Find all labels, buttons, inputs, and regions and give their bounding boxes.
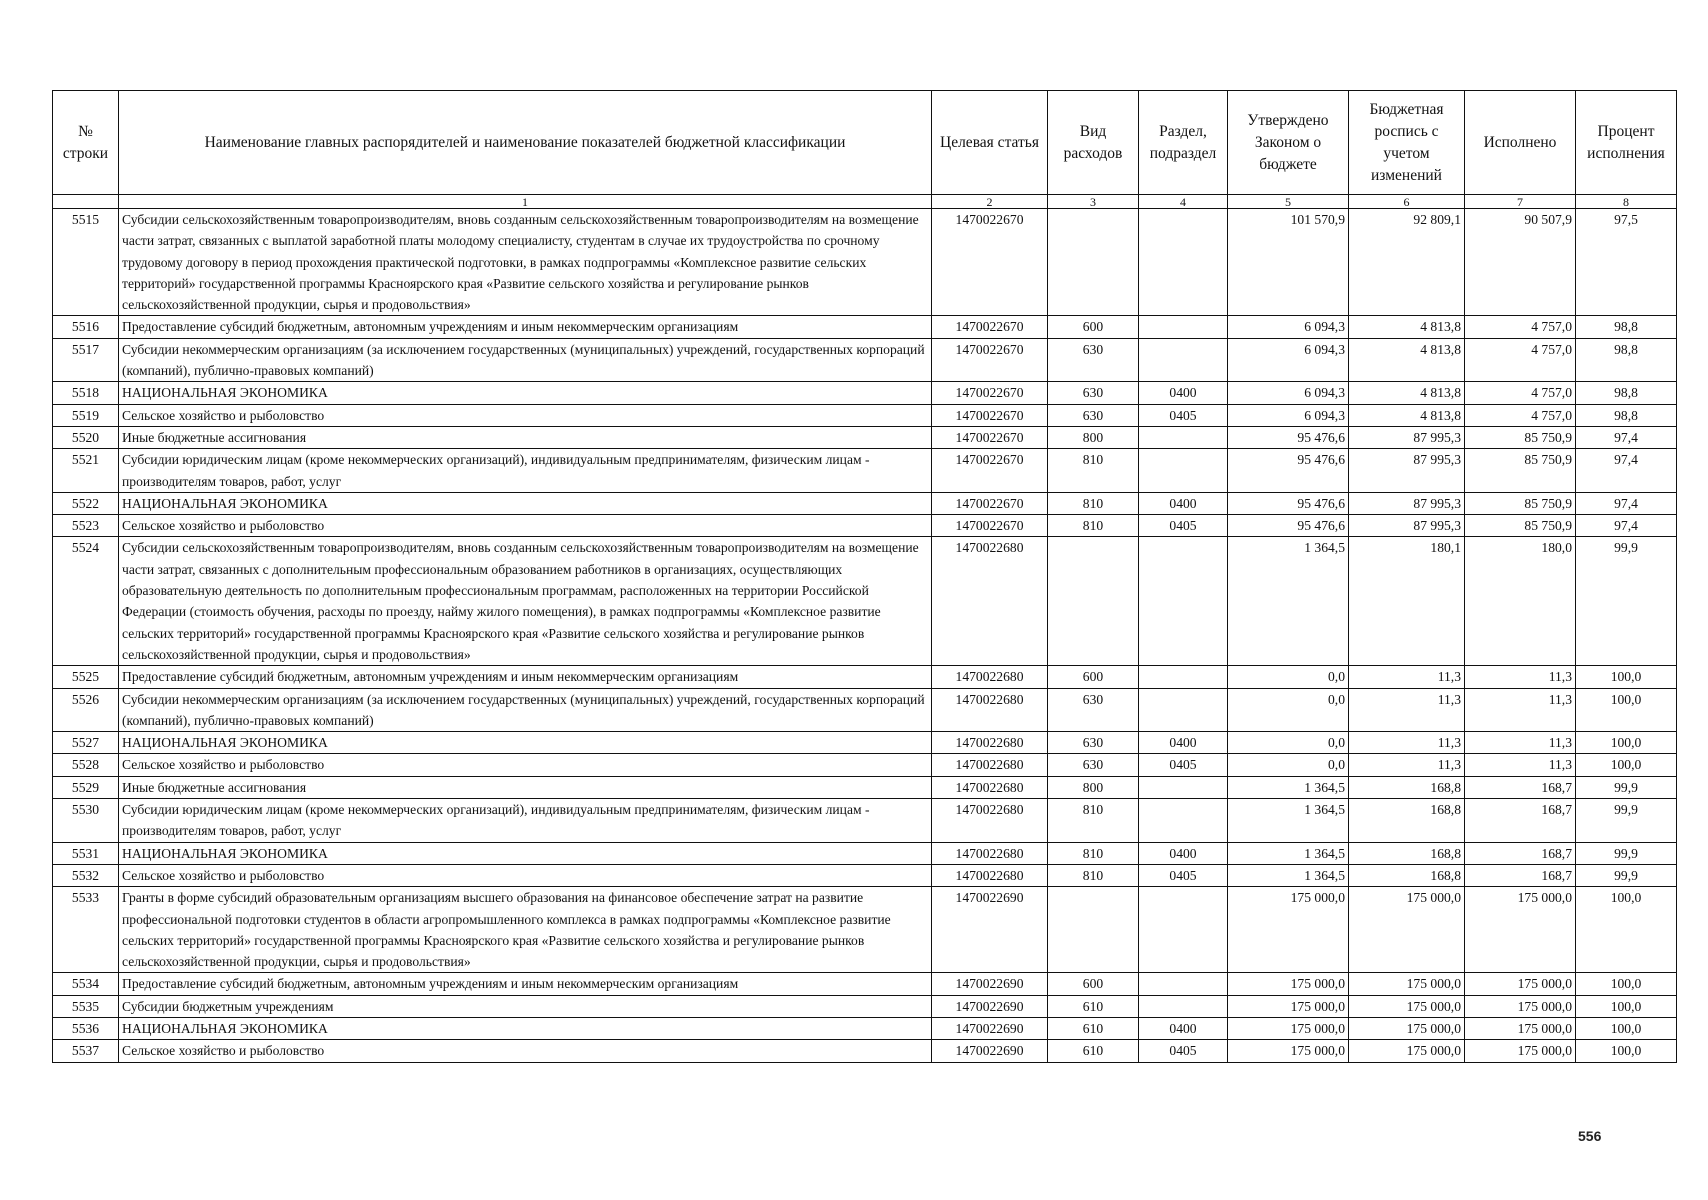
column-number: 8	[1576, 195, 1677, 209]
row-number-cell: 5522	[53, 492, 119, 514]
section-cell: 0400	[1139, 1017, 1228, 1039]
row-name-cell: НАЦИОНАЛЬНАЯ ЭКОНОМИКА	[119, 732, 932, 754]
section-cell	[1139, 688, 1228, 732]
schedule-amount-cell: 168,8	[1349, 842, 1465, 864]
row-number-cell: 5517	[53, 338, 119, 382]
table-row	[53, 1040, 1677, 1062]
row-number-cell: 5528	[53, 754, 119, 776]
executed-amount-cell: 4 757,0	[1465, 338, 1576, 382]
header-target: Целевая статья	[932, 91, 1048, 195]
execution-percent-cell: 97,4	[1576, 426, 1677, 448]
schedule-amount-cell: 180,1	[1349, 537, 1465, 666]
target-article-cell: 1470022690	[932, 1040, 1048, 1062]
table-row	[53, 887, 1677, 973]
execution-percent-cell: 100,0	[1576, 973, 1677, 995]
section-cell	[1139, 995, 1228, 1017]
row-name-cell: Субсидии юридическим лицам (кроме некоммерческих организаций), индивидуальным предпринимателям, физическим лицам - производителям товаров, работ, услуг	[119, 449, 932, 493]
expense-type-cell: 810	[1048, 864, 1139, 886]
table-row	[53, 382, 1677, 404]
schedule-amount-cell: 87 995,3	[1349, 515, 1465, 537]
approved-amount-cell: 1 364,5	[1228, 842, 1349, 864]
approved-amount-cell: 175 000,0	[1228, 1017, 1349, 1039]
row-number-cell: 5535	[53, 995, 119, 1017]
table-row	[53, 973, 1677, 995]
schedule-amount-cell: 175 000,0	[1349, 995, 1465, 1017]
target-article-cell: 1470022670	[932, 209, 1048, 316]
column-number: 6	[1349, 195, 1465, 209]
row-name-cell: Сельское хозяйство и рыболовство	[119, 1040, 932, 1062]
row-name-cell: Субсидии сельскохозяйственным товаропроизводителям, вновь созданным сельскохозяйственным товаропроизводителям на возмещение части затрат, связанных с выплатой заработной платы молодому специалисту, студентам в случае их трудоустройства по срочному трудовому договору в период прохождения практической подготовки, в рамках подпрограммы «Комплексное развитие сельских территорий» государственной программы Красноярского края «Развитие сельского хозяйства и регулирование рынков сельскохозяйственной продукции, сырья и продовольствия»	[119, 209, 932, 316]
schedule-amount-cell: 175 000,0	[1349, 1040, 1465, 1062]
execution-percent-cell: 99,9	[1576, 799, 1677, 843]
approved-amount-cell: 175 000,0	[1228, 973, 1349, 995]
column-number: 7	[1465, 195, 1576, 209]
target-article-cell: 1470022680	[932, 754, 1048, 776]
row-name-cell: НАЦИОНАЛЬНАЯ ЭКОНОМИКА	[119, 492, 932, 514]
expense-type-cell: 800	[1048, 776, 1139, 798]
row-number-cell: 5524	[53, 537, 119, 666]
section-cell	[1139, 338, 1228, 382]
budget-table	[52, 90, 1677, 1063]
table-row	[53, 776, 1677, 798]
executed-amount-cell: 85 750,9	[1465, 492, 1576, 514]
row-number-cell: 5532	[53, 864, 119, 886]
row-name-cell: Субсидии бюджетным учреждениям	[119, 995, 932, 1017]
executed-amount-cell: 11,3	[1465, 666, 1576, 688]
executed-amount-cell: 4 757,0	[1465, 316, 1576, 338]
schedule-amount-cell: 175 000,0	[1349, 887, 1465, 973]
approved-amount-cell: 1 364,5	[1228, 537, 1349, 666]
executed-amount-cell: 175 000,0	[1465, 887, 1576, 973]
section-cell	[1139, 887, 1228, 973]
schedule-amount-cell: 175 000,0	[1349, 973, 1465, 995]
executed-amount-cell: 85 750,9	[1465, 515, 1576, 537]
approved-amount-cell: 0,0	[1228, 688, 1349, 732]
execution-percent-cell: 99,9	[1576, 537, 1677, 666]
table-row	[53, 688, 1677, 732]
row-number-cell: 5537	[53, 1040, 119, 1062]
table-row	[53, 316, 1677, 338]
executed-amount-cell: 168,7	[1465, 799, 1576, 843]
approved-amount-cell: 95 476,6	[1228, 449, 1349, 493]
target-article-cell: 1470022670	[932, 338, 1048, 382]
row-name-cell: Субсидии юридическим лицам (кроме некоммерческих организаций), индивидуальным предпринимателям, физическим лицам - производителям товаров, работ, услуг	[119, 799, 932, 843]
section-cell: 0400	[1139, 492, 1228, 514]
schedule-amount-cell: 11,3	[1349, 666, 1465, 688]
schedule-amount-cell: 92 809,1	[1349, 209, 1465, 316]
schedule-amount-cell: 175 000,0	[1349, 1017, 1465, 1039]
approved-amount-cell: 175 000,0	[1228, 1040, 1349, 1062]
column-number: 5	[1228, 195, 1349, 209]
target-article-cell: 1470022680	[932, 842, 1048, 864]
executed-amount-cell: 168,7	[1465, 776, 1576, 798]
row-name-cell: НАЦИОНАЛЬНАЯ ЭКОНОМИКА	[119, 842, 932, 864]
schedule-amount-cell: 168,8	[1349, 799, 1465, 843]
expense-type-cell: 630	[1048, 754, 1139, 776]
section-cell	[1139, 426, 1228, 448]
row-number-cell: 5530	[53, 799, 119, 843]
schedule-amount-cell: 87 995,3	[1349, 449, 1465, 493]
approved-amount-cell: 1 364,5	[1228, 799, 1349, 843]
row-name-cell: Предоставление субсидий бюджетным, автономным учреждениям и иным некоммерческим организациям	[119, 666, 932, 688]
expense-type-cell: 630	[1048, 382, 1139, 404]
row-name-cell: НАЦИОНАЛЬНАЯ ЭКОНОМИКА	[119, 1017, 932, 1039]
executed-amount-cell: 4 757,0	[1465, 382, 1576, 404]
execution-percent-cell: 100,0	[1576, 995, 1677, 1017]
target-article-cell: 1470022670	[932, 316, 1048, 338]
expense-type-cell: 630	[1048, 688, 1139, 732]
executed-amount-cell: 90 507,9	[1465, 209, 1576, 316]
target-article-cell: 1470022690	[932, 973, 1048, 995]
row-name-cell: НАЦИОНАЛЬНАЯ ЭКОНОМИКА	[119, 382, 932, 404]
target-article-cell: 1470022670	[932, 426, 1048, 448]
approved-amount-cell: 101 570,9	[1228, 209, 1349, 316]
approved-amount-cell: 95 476,6	[1228, 426, 1349, 448]
execution-percent-cell: 100,0	[1576, 688, 1677, 732]
executed-amount-cell: 175 000,0	[1465, 1017, 1576, 1039]
schedule-amount-cell: 11,3	[1349, 732, 1465, 754]
schedule-amount-cell: 168,8	[1349, 776, 1465, 798]
expense-type-cell: 630	[1048, 404, 1139, 426]
section-cell: 0400	[1139, 732, 1228, 754]
table-row	[53, 864, 1677, 886]
row-name-cell: Сельское хозяйство и рыболовство	[119, 515, 932, 537]
approved-amount-cell: 0,0	[1228, 732, 1349, 754]
executed-amount-cell: 4 757,0	[1465, 404, 1576, 426]
expense-type-cell: 800	[1048, 426, 1139, 448]
section-cell	[1139, 776, 1228, 798]
approved-amount-cell: 1 364,5	[1228, 776, 1349, 798]
row-name-cell: Субсидии сельскохозяйственным товаропроизводителям, вновь созданным сельскохозяйственным товаропроизводителям на возмещение части затрат, связанных с дополнительным профессиональным образованием работников в организациях, осуществляющих образовательную деятельность по дополнительным профессиональным программам, расположенных на территории Российской Федерации (стоимость обучения, расходы по проезду, найму жилого помещения), в рамках подпрограммы «Комплексное развитие сельских территорий» государственной программы Красноярского края «Развитие сельского хозяйства и регулирование рынков сельскохозяйственной продукции, сырья и продовольствия»	[119, 537, 932, 666]
target-article-cell: 1470022680	[932, 688, 1048, 732]
target-article-cell: 1470022670	[932, 449, 1048, 493]
execution-percent-cell: 98,8	[1576, 316, 1677, 338]
target-article-cell: 1470022670	[932, 382, 1048, 404]
executed-amount-cell: 85 750,9	[1465, 449, 1576, 493]
schedule-amount-cell: 11,3	[1349, 754, 1465, 776]
execution-percent-cell: 97,5	[1576, 209, 1677, 316]
table-row	[53, 449, 1677, 493]
page-number: 556	[1578, 1128, 1602, 1144]
row-number-cell: 5523	[53, 515, 119, 537]
approved-amount-cell: 175 000,0	[1228, 995, 1349, 1017]
row-name-cell: Сельское хозяйство и рыболовство	[119, 404, 932, 426]
section-cell	[1139, 316, 1228, 338]
row-name-cell: Предоставление субсидий бюджетным, автономным учреждениям и иным некоммерческим организациям	[119, 316, 932, 338]
expense-type-cell: 810	[1048, 492, 1139, 514]
approved-amount-cell: 175 000,0	[1228, 887, 1349, 973]
execution-percent-cell: 100,0	[1576, 754, 1677, 776]
execution-percent-cell: 99,9	[1576, 842, 1677, 864]
execution-percent-cell: 97,4	[1576, 515, 1677, 537]
table-row	[53, 404, 1677, 426]
expense-type-cell: 630	[1048, 732, 1139, 754]
executed-amount-cell: 180,0	[1465, 537, 1576, 666]
section-cell: 0405	[1139, 1040, 1228, 1062]
section-cell: 0400	[1139, 842, 1228, 864]
section-cell: 0400	[1139, 382, 1228, 404]
target-article-cell: 1470022680	[932, 666, 1048, 688]
approved-amount-cell: 1 364,5	[1228, 864, 1349, 886]
approved-amount-cell: 0,0	[1228, 666, 1349, 688]
row-name-cell: Сельское хозяйство и рыболовство	[119, 754, 932, 776]
header-schedule: Бюджетная роспись с учетом изменений	[1349, 91, 1465, 195]
table-row	[53, 426, 1677, 448]
expense-type-cell: 600	[1048, 666, 1139, 688]
section-cell	[1139, 449, 1228, 493]
column-number: 3	[1048, 195, 1139, 209]
row-number-cell: 5520	[53, 426, 119, 448]
execution-percent-cell: 98,8	[1576, 382, 1677, 404]
executed-amount-cell: 11,3	[1465, 688, 1576, 732]
execution-percent-cell: 100,0	[1576, 1017, 1677, 1039]
row-number-cell: 5531	[53, 842, 119, 864]
execution-percent-cell: 100,0	[1576, 887, 1677, 973]
target-article-cell: 1470022680	[932, 864, 1048, 886]
header-name: Наименование главных распорядителей и наименование показателей бюджетной классификации	[119, 91, 932, 195]
row-name-cell: Предоставление субсидий бюджетным, автономным учреждениям и иным некоммерческим организациям	[119, 973, 932, 995]
table-row	[53, 338, 1677, 382]
header-approved: Утверждено Законом о бюджете	[1228, 91, 1349, 195]
row-number-cell: 5519	[53, 404, 119, 426]
target-article-cell: 1470022690	[932, 995, 1048, 1017]
table-row	[53, 799, 1677, 843]
schedule-amount-cell: 4 813,8	[1349, 404, 1465, 426]
execution-percent-cell: 97,4	[1576, 492, 1677, 514]
column-number: 2	[932, 195, 1048, 209]
row-number-cell: 5536	[53, 1017, 119, 1039]
approved-amount-cell: 95 476,6	[1228, 515, 1349, 537]
header-percent: Процент исполнения	[1576, 91, 1677, 195]
section-cell: 0405	[1139, 404, 1228, 426]
header-type: Вид расходов	[1048, 91, 1139, 195]
executed-amount-cell: 175 000,0	[1465, 1040, 1576, 1062]
executed-amount-cell: 11,3	[1465, 732, 1576, 754]
schedule-amount-cell: 11,3	[1349, 688, 1465, 732]
header-executed: Исполнено	[1465, 91, 1576, 195]
schedule-amount-cell: 4 813,8	[1349, 338, 1465, 382]
expense-type-cell: 810	[1048, 842, 1139, 864]
row-number-cell: 5516	[53, 316, 119, 338]
schedule-amount-cell: 168,8	[1349, 864, 1465, 886]
column-number-row	[53, 195, 1677, 209]
table-row	[53, 1017, 1677, 1039]
expense-type-cell: 630	[1048, 338, 1139, 382]
table-row	[53, 754, 1677, 776]
target-article-cell: 1470022680	[932, 537, 1048, 666]
row-name-cell: Гранты в форме субсидий образовательным организациям высшего образования на финансовое обеспечение затрат на развитие профессиональной подготовки студентов в области агропромышленного комплекса в рамках подпрограммы «Комплексное развитие сельских территорий» государственной программы Красноярского края «Развитие сельского хозяйства и регулирование рынков сельскохозяйственной продукции, сырья и продовольствия»	[119, 887, 932, 973]
expense-type-cell: 610	[1048, 1040, 1139, 1062]
executed-amount-cell: 85 750,9	[1465, 426, 1576, 448]
row-name-cell: Субсидии некоммерческим организациям (за исключением государственных (муниципальных) учреждений, государственных корпораций (компаний), публично-правовых компаний)	[119, 338, 932, 382]
execution-percent-cell: 100,0	[1576, 1040, 1677, 1062]
table-row	[53, 515, 1677, 537]
table-row	[53, 666, 1677, 688]
expense-type-cell: 810	[1048, 799, 1139, 843]
section-cell	[1139, 799, 1228, 843]
row-name-cell: Иные бюджетные ассигнования	[119, 426, 932, 448]
table-row	[53, 995, 1677, 1017]
section-cell	[1139, 973, 1228, 995]
expense-type-cell: 600	[1048, 973, 1139, 995]
approved-amount-cell: 6 094,3	[1228, 382, 1349, 404]
expense-type-cell	[1048, 887, 1139, 973]
expense-type-cell: 810	[1048, 515, 1139, 537]
executed-amount-cell: 175 000,0	[1465, 995, 1576, 1017]
table-row	[53, 732, 1677, 754]
target-article-cell: 1470022680	[932, 776, 1048, 798]
executed-amount-cell: 168,7	[1465, 842, 1576, 864]
column-number: 1	[119, 195, 932, 209]
section-cell	[1139, 537, 1228, 666]
execution-percent-cell: 100,0	[1576, 666, 1677, 688]
table-row	[53, 492, 1677, 514]
header-row-no: № строки	[53, 91, 119, 195]
expense-type-cell: 610	[1048, 1017, 1139, 1039]
target-article-cell: 1470022670	[932, 404, 1048, 426]
approved-amount-cell: 6 094,3	[1228, 316, 1349, 338]
section-cell: 0405	[1139, 864, 1228, 886]
row-number-cell: 5525	[53, 666, 119, 688]
section-cell: 0405	[1139, 515, 1228, 537]
executed-amount-cell: 168,7	[1465, 864, 1576, 886]
expense-type-cell: 810	[1048, 449, 1139, 493]
approved-amount-cell: 6 094,3	[1228, 404, 1349, 426]
execution-percent-cell: 98,8	[1576, 404, 1677, 426]
target-article-cell: 1470022680	[932, 799, 1048, 843]
schedule-amount-cell: 87 995,3	[1349, 426, 1465, 448]
execution-percent-cell: 99,9	[1576, 776, 1677, 798]
expense-type-cell	[1048, 209, 1139, 316]
execution-percent-cell: 99,9	[1576, 864, 1677, 886]
expense-type-cell: 610	[1048, 995, 1139, 1017]
table-row	[53, 537, 1677, 666]
row-number-cell: 5515	[53, 209, 119, 316]
executed-amount-cell: 11,3	[1465, 754, 1576, 776]
table-row	[53, 209, 1677, 316]
expense-type-cell: 600	[1048, 316, 1139, 338]
execution-percent-cell: 97,4	[1576, 449, 1677, 493]
target-article-cell: 1470022670	[932, 515, 1048, 537]
column-number: 4	[1139, 195, 1228, 209]
execution-percent-cell: 98,8	[1576, 338, 1677, 382]
target-article-cell: 1470022670	[932, 492, 1048, 514]
row-number-cell: 5529	[53, 776, 119, 798]
row-number-cell: 5533	[53, 887, 119, 973]
row-name-cell: Субсидии некоммерческим организациям (за исключением государственных (муниципальных) учреждений, государственных корпораций (компаний), публично-правовых компаний)	[119, 688, 932, 732]
table-row	[53, 842, 1677, 864]
target-article-cell: 1470022690	[932, 1017, 1048, 1039]
row-number-cell: 5534	[53, 973, 119, 995]
row-number-cell: 5521	[53, 449, 119, 493]
executed-amount-cell: 175 000,0	[1465, 973, 1576, 995]
row-name-cell: Иные бюджетные ассигнования	[119, 776, 932, 798]
row-number-cell: 5527	[53, 732, 119, 754]
approved-amount-cell: 0,0	[1228, 754, 1349, 776]
header-section: Раздел, подраздел	[1139, 91, 1228, 195]
section-cell: 0405	[1139, 754, 1228, 776]
section-cell	[1139, 209, 1228, 316]
target-article-cell: 1470022680	[932, 732, 1048, 754]
expense-type-cell	[1048, 537, 1139, 666]
schedule-amount-cell: 4 813,8	[1349, 382, 1465, 404]
table-body	[53, 209, 1677, 1063]
row-number-cell: 5526	[53, 688, 119, 732]
row-name-cell: Сельское хозяйство и рыболовство	[119, 864, 932, 886]
approved-amount-cell: 95 476,6	[1228, 492, 1349, 514]
target-article-cell: 1470022690	[932, 887, 1048, 973]
schedule-amount-cell: 4 813,8	[1349, 316, 1465, 338]
schedule-amount-cell: 87 995,3	[1349, 492, 1465, 514]
section-cell	[1139, 666, 1228, 688]
header-row	[53, 91, 1677, 195]
column-number	[53, 195, 119, 209]
execution-percent-cell: 100,0	[1576, 732, 1677, 754]
row-number-cell: 5518	[53, 382, 119, 404]
approved-amount-cell: 6 094,3	[1228, 338, 1349, 382]
